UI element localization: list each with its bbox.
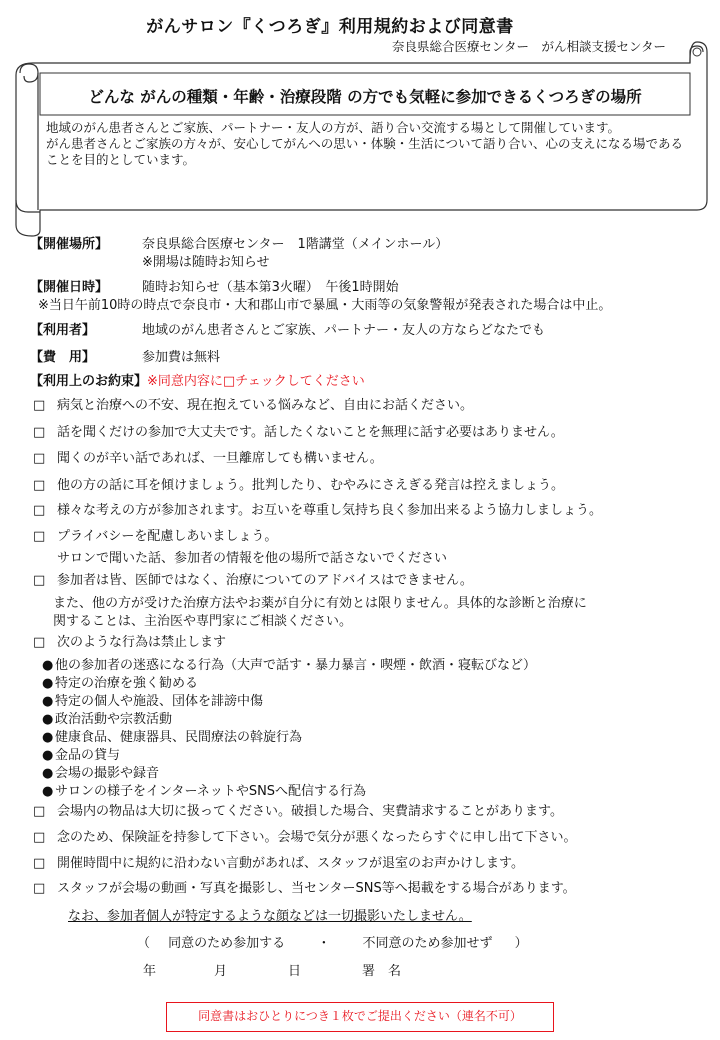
rule-checkbox-5[interactable]: □	[33, 503, 46, 518]
rule-checkbox-7[interactable]: □	[33, 573, 46, 588]
rule-checkbox-12[interactable]: □	[33, 881, 46, 896]
bullet-icon: ●	[42, 784, 54, 799]
rule-item-6: □ プライバシーを配慮しあいましょう。	[33, 529, 278, 544]
banner-paragraph-2: がん患者さんとご家族の方々が、安心してがんへの思い・体験・生活について語り合い、心の支えになる場であることを目的としています。	[46, 136, 684, 167]
banner-description	[46, 120, 686, 168]
organization-name: 奈良県総合医療センター がん相談支援センター	[391, 39, 666, 54]
year-label: 年	[143, 964, 157, 979]
rule-checkbox-2[interactable]: □	[33, 425, 46, 440]
photo-note: なお、参加者個人が特定するような顔などは一切撮影いたしません。	[68, 909, 472, 924]
venue-value: 奈良県総合医療センター 1階講堂（メインホール）	[142, 237, 449, 252]
venue-note: ※開場は随時お知らせ	[142, 255, 270, 270]
rule-item-2: □ 話を聞くだけの参加で大丈夫です。話したくないことを無理に話す必要はありません。	[33, 425, 564, 440]
banner-heading: どんな がんの種類・年齢・治療段階 の方でも気軽に参加できるくつろぎの場所	[88, 88, 642, 106]
rule-checkbox-11[interactable]: □	[33, 856, 46, 871]
rules-label: 【利用上のお約束】	[30, 374, 148, 389]
submission-notice: 同意書はおひとりにつき１枚でご提出ください（連名不可）	[166, 1002, 554, 1032]
rule-item-8: □ 次のような行為は禁止します	[33, 635, 227, 650]
rule-item-11: □ 開催時間中に規約に沿わない言動があれば、スタッフが退室のお声かけします。	[33, 856, 524, 871]
rule-item-6-continued: サロンで聞いた話、参加者の情報を他の場所で話さないでください	[57, 551, 448, 566]
agree-option[interactable]: 同意のため参加する	[168, 936, 286, 951]
rule-checkbox-6[interactable]: □	[33, 529, 46, 544]
rules-header	[30, 370, 365, 389]
rule-checkbox-8[interactable]: □	[33, 635, 46, 650]
prohibited-item: ● 金品の貸与	[42, 748, 121, 763]
prohibited-item: ● サロンの様子をインターネットやSNSへ配信する行為	[42, 784, 367, 799]
datetime-value: 随時お知らせ（基本第3火曜） 午後1時開始	[142, 280, 399, 295]
banner-paragraph-1: 地域のがん患者さんとご家族、パートナー・友人の方が、語り合い交流する場として開催しています。	[46, 120, 621, 135]
prohibited-item: ● 会場の撮影や録音	[42, 766, 160, 781]
close-paren: ）	[514, 936, 528, 951]
rule-item-4: □ 他の方の話に耳を傾けましょう。批判したり、むやみにさえぎる発言は控えましょう。	[33, 478, 565, 493]
page-title: がんサロン『くつろぎ』利用規約および同意書	[146, 17, 514, 37]
rule-checkbox-10[interactable]: □	[33, 830, 46, 845]
prohibited-item: ● 特定の治療を強く勧める	[42, 676, 199, 691]
venue-label: 【開催場所】	[30, 237, 109, 252]
month-label: 月	[214, 964, 228, 979]
rule-item-10: □ 念のため、保険証を持参して下さい。会場で気分が悪くなったらすぐに申し出て下さい。	[33, 830, 577, 845]
rules-instruction: ※同意内容に□チェックしてください	[147, 374, 365, 389]
rule-item-7-continued-2: 関することは、主治医や専門家にご相談ください。	[53, 614, 353, 629]
rule-checkbox-9[interactable]: □	[33, 804, 46, 819]
open-paren: （	[137, 936, 151, 951]
user-value: 地域のがん患者さんとご家族、パートナー・友人の方ならどなたでも	[142, 323, 546, 338]
rule-item-9: □ 会場内の物品は大切に扱ってください。破損した場合、実費請求することがあります。	[33, 804, 563, 819]
prohibited-item: ● 健康食品、健康器具、民間療法の斡旋行為	[42, 730, 303, 745]
datetime-label: 【開催日時】	[30, 280, 109, 295]
user-label: 【利用者】	[30, 323, 96, 338]
bullet-icon: ●	[42, 730, 54, 745]
rule-item-5: □ 様々な考えの方が参加されます。お互いを尊重し気持ち良く参加出来るよう協力しましょう。	[33, 503, 602, 518]
rule-checkbox-4[interactable]: □	[33, 478, 46, 493]
rule-checkbox-3[interactable]: □	[33, 451, 46, 466]
rule-item-1: □ 病気と治療への不安、現在抱えている悩みなど、自由にお話ください。	[33, 398, 474, 413]
rule-item-3: □ 聞くのが辛い話であれば、一旦離席しても構いません。	[33, 451, 383, 466]
consent-choice-row	[137, 932, 528, 951]
bullet-icon: ●	[42, 748, 54, 763]
bullet-icon: ●	[42, 658, 54, 673]
bullet-icon: ●	[42, 712, 54, 727]
fee-value: 参加費は無料	[142, 350, 221, 365]
rule-item-7-continued-1: また、他の方が受けた治療方法やお薬が自分に有効とは限りません。具体的な診断と治療に	[53, 596, 587, 611]
datetime-note: ※当日午前10時の時点で奈良市・大和郡山市で暴風・大雨等の気象警報が発表された場合は中止。	[38, 298, 612, 313]
bullet-icon: ●	[42, 766, 54, 781]
prohibited-item: ● 他の参加者の迷惑になる行為（大声で話す・暴力暴言・喫煙・飲酒・寝転びなど）	[42, 658, 537, 673]
rule-checkbox-1[interactable]: □	[33, 398, 46, 413]
prohibited-item: ● 政治活動や宗教活動	[42, 712, 173, 727]
rule-item-7: □ 参加者は皆、医師ではなく、治療についてのアドバイスはできません。	[33, 573, 473, 588]
fee-label: 【費 用】	[30, 350, 96, 365]
bullet-icon: ●	[42, 694, 54, 709]
rule-item-12: □ スタッフが会場の動画・写真を撮影し、当センターSNS等へ掲載をする場合があります。	[33, 881, 576, 896]
day-label: 日	[288, 964, 302, 979]
bullet-icon: ●	[42, 676, 54, 691]
signature-label: 署 名	[362, 964, 402, 979]
disagree-option[interactable]: 不同意のため参加せず	[362, 936, 493, 951]
prohibited-item: ● 特定の個人や施設、団体を誹謗中傷	[42, 694, 264, 709]
choice-separator: ・	[317, 936, 331, 951]
